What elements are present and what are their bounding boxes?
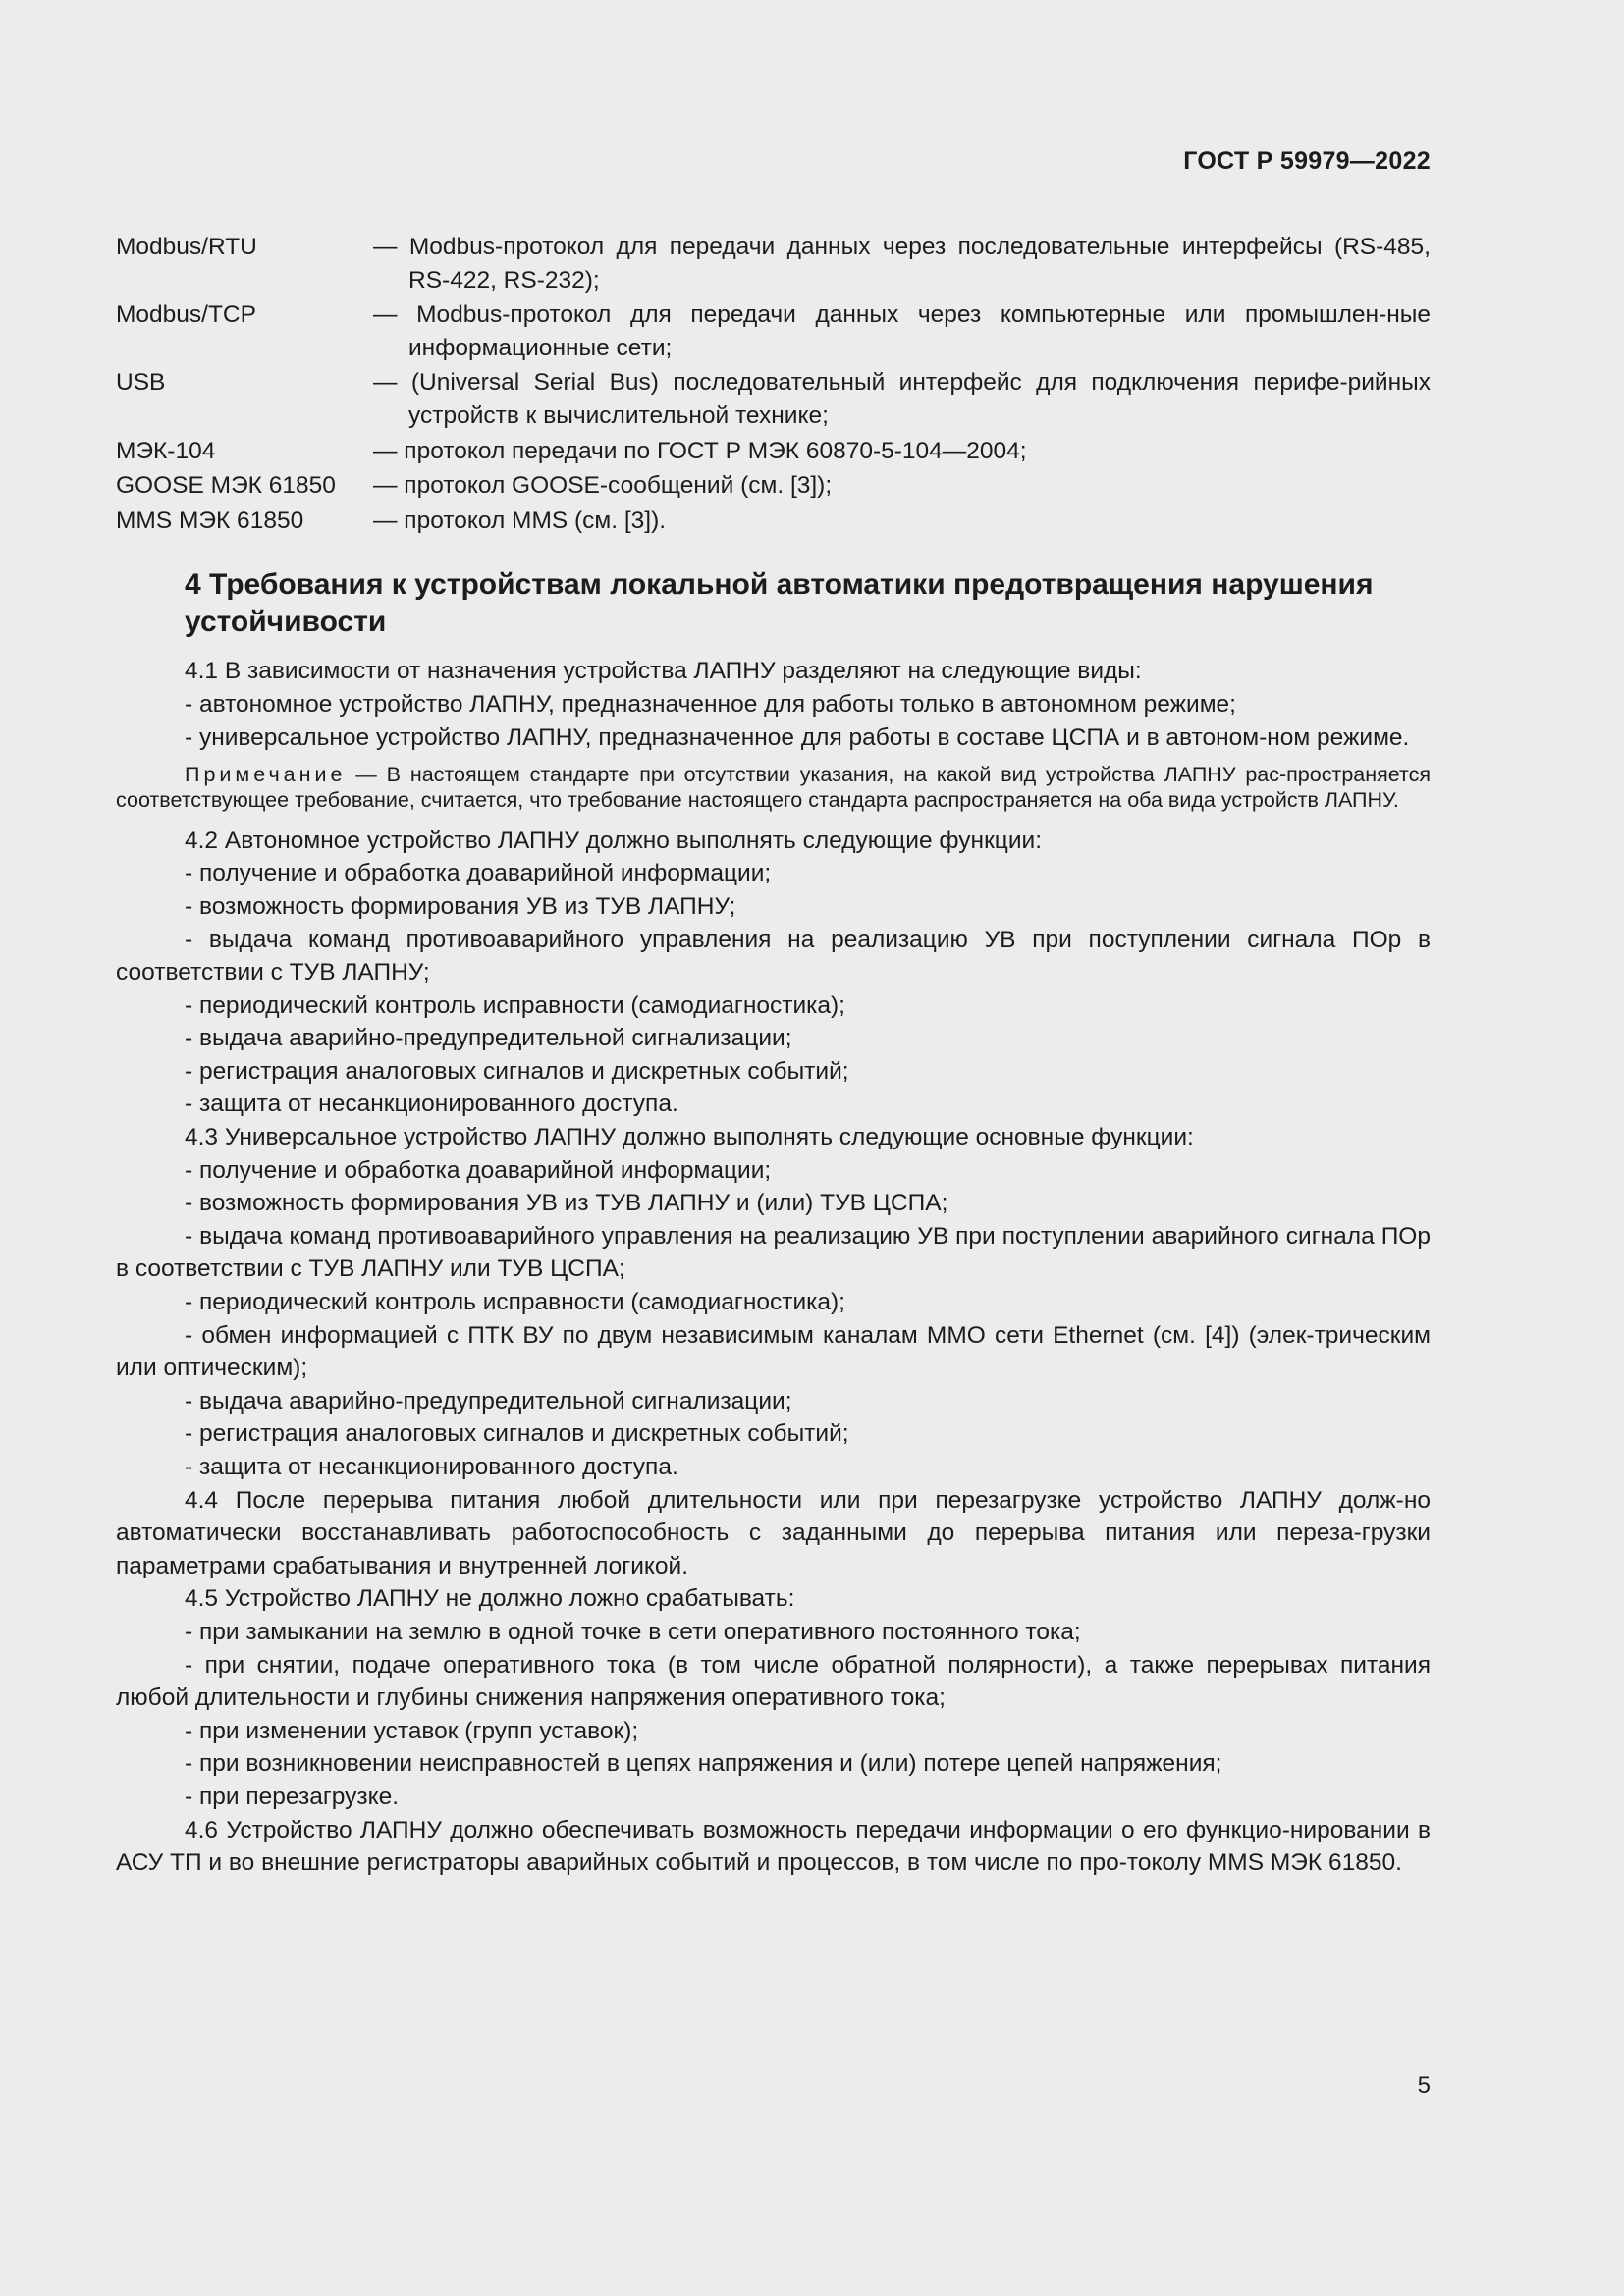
list-item: - универсальное устройство ЛАПНУ, предназначенное для работы в составе ЦСПА и в автоном-ном режиме.	[185, 723, 1410, 751]
note	[116, 763, 1431, 814]
abbreviation-row	[116, 298, 1431, 364]
abbreviation-definition: — (Universal Serial Bus) последовательный интерфейс для подключения перифе-рийных устройств к вычислительной технике;	[373, 369, 1431, 429]
paragraph: 4.3 Универсальное устройство ЛАПНУ должно выполнять следующие основные функции:	[185, 1124, 1194, 1151]
list-item: - защита от несанкционированного доступа.	[185, 1454, 678, 1480]
abbreviation-row	[116, 435, 1431, 468]
list-item: - выдача аварийно-предупредительной сигнализации;	[185, 1387, 792, 1415]
list-item: - автономное устройство ЛАПНУ, предназначенное для работы только в автономном режиме;	[185, 690, 1236, 718]
abbreviations-list	[116, 231, 1431, 537]
list-item: - при перезагрузке.	[185, 1783, 400, 1810]
list-item: - периодический контроль исправности (самодиагностика);	[185, 991, 845, 1019]
paragraph: 4.2 Автономное устройство ЛАПНУ должно выполнять следующие функции:	[185, 827, 1043, 854]
list-item: - при замыкании на землю в одной точке в сети оперативного постоянного тока;	[185, 1618, 1081, 1645]
abbreviation-row	[116, 469, 1431, 503]
list-item: - возможность формирования УВ из ТУВ ЛАПНУ и (или) ТУВ ЦСПА;	[185, 1190, 948, 1217]
list-item: - регистрация аналоговых сигналов и дискретных событий;	[185, 1420, 849, 1448]
list-item: - при изменении уставок (групп уставок);	[185, 1717, 639, 1744]
list-item: - регистрация аналоговых сигналов и дискретных событий;	[185, 1057, 849, 1085]
note-label: Примечание	[185, 763, 347, 787]
paragraph: 4.4 После перерыва питания любой длительности или при перезагрузке устройство ЛАПНУ долж-но автоматически восстанавливать работоспособность с заданными до перерыва питания или переза-грузки параметрами срабатывания и внутренней логикой.	[116, 1486, 1431, 1579]
page-content	[116, 231, 1431, 1880]
abbreviation-row	[116, 366, 1431, 432]
list-item: - выдача команд противоаварийного управления на реализацию УВ при поступлении аварийного сигнала ПОр в соответствии с ТУВ ЛАПНУ или ТУВ ЦСПА;	[116, 1222, 1431, 1283]
list-item: - периодический контроль исправности (самодиагностика);	[185, 1289, 845, 1316]
section-title: 4 Требования к устройствам локальной автоматики предотвращения нарушения устойчивости	[185, 568, 1374, 639]
note-dash: —	[346, 763, 387, 787]
list-item: - получение и обработка доаварийной информации;	[185, 860, 772, 887]
paragraph: 4.1 В зависимости от назначения устройства ЛАПНУ разделяют на следующие виды:	[185, 658, 1142, 685]
list-item: - защита от несанкционированного доступа.	[185, 1091, 678, 1118]
list-item: - обмен информацией с ПТК ВУ по двум независимым каналам ММО сети Ethernet (см. [4]) (элек-трическим или оптическим);	[116, 1321, 1431, 1382]
abbreviation-row	[116, 231, 1431, 296]
abbreviation-row	[116, 505, 1431, 538]
abbreviation-term: Modbus/TCP	[116, 301, 256, 329]
paragraph: 4.5 Устройство ЛАПНУ не должно ложно срабатывать:	[185, 1585, 795, 1613]
list-item: - при возникновении неисправностей в цепях напряжения и (или) потере цепей напряжения;	[185, 1750, 1222, 1778]
list-item: - получение и обработка доаварийной информации;	[185, 1156, 772, 1184]
abbreviation-definition: — протокол MMS (см. [3]).	[373, 507, 667, 534]
abbreviation-definition: — протокол GOOSE-сообщений (см. [3]);	[373, 472, 833, 500]
abbreviation-definition: — протокол передачи по ГОСТ Р МЭК 60870-5-104—2004;	[373, 437, 1027, 464]
list-item: - при снятии, подаче оперативного тока (в том числе обратной полярности), а также перерывах питания любой длительности и глубины снижения напряжения оперативного тока;	[116, 1651, 1431, 1712]
abbreviation-term: Modbus/RTU	[116, 234, 257, 260]
abbreviation-term: USB	[116, 369, 166, 397]
abbreviation-definition: — Modbus-протокол для передачи данных через компьютерные или промышлен-ные информационные сети;	[373, 301, 1431, 361]
page-number: 5	[1417, 2072, 1431, 2099]
list-item: - выдача команд противоаварийного управления на реализацию УВ при поступлении сигнала ПОр в соответствии с ТУВ ЛАПНУ;	[116, 926, 1431, 987]
note-text: В настоящем стандарте при отсутствии указания, на какой вид устройства ЛАПНУ рас-пространяется соответствующее требование, считается, что требование настоящего стандарта распространяется на оба вида устройств ЛАПНУ.	[116, 763, 1431, 812]
list-item: - выдача аварийно-предупредительной сигнализации;	[185, 1025, 792, 1052]
paragraph: 4.6 Устройство ЛАПНУ должно обеспечивать возможность передачи информации о его функцио-нировании в АСУ ТП и во внешние регистраторы аварийных событий и процессов, в том числе по про-токолу MMS МЭК 61850.	[116, 1816, 1431, 1877]
list-item: - возможность формирования УВ из ТУВ ЛАПНУ;	[185, 892, 736, 920]
abbreviation-term: GOOSE МЭК 61850	[116, 472, 336, 500]
abbreviation-term: МЭК-104	[116, 437, 216, 464]
document-id: ГОСТ Р 59979—2022	[1183, 147, 1431, 175]
abbreviation-term: MMS МЭК 61850	[116, 507, 304, 534]
abbreviation-definition: — Modbus-протокол для передачи данных через последовательные интерфейсы (RS-485, RS-422, RS-232);	[373, 234, 1431, 294]
